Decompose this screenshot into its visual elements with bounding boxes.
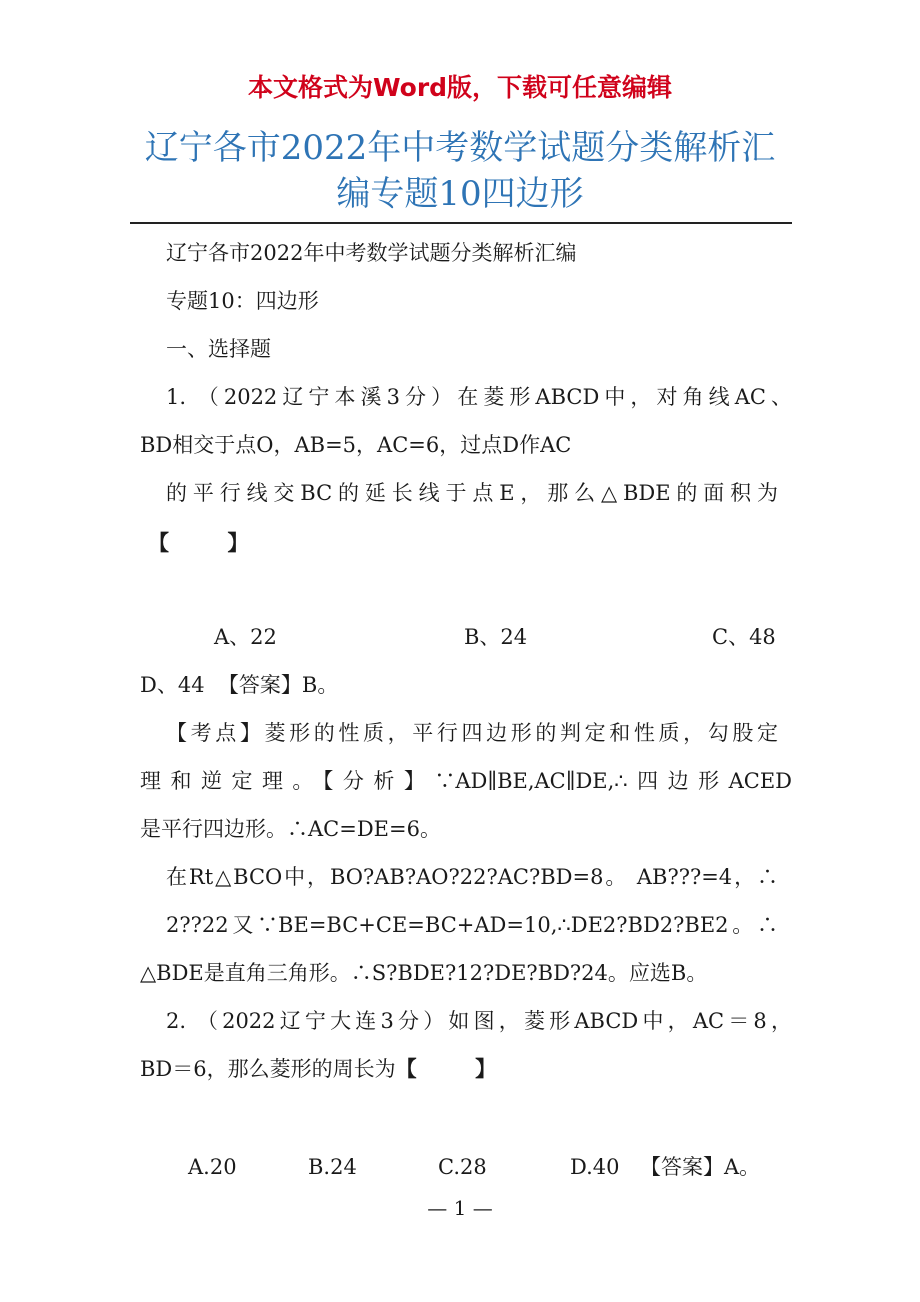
document-title-line-2: 编专题10四边形 <box>336 174 584 214</box>
q1-option-a: A、22 <box>214 625 277 649</box>
q1-option-b: B、24 <box>464 625 528 649</box>
q1-analysis-line-4: 2??22又∵BE=BC+CE=BC+AD=10,∴DE2?BD2?BE2。∴ <box>166 913 778 937</box>
q1-option-d: D、44 <box>140 673 205 697</box>
q2-line-1: 2. （2022辽宁大连3分）如图，菱形ABCD中，AC＝8， <box>166 1009 792 1033</box>
q2-answer: 【答案】A。 <box>640 1155 761 1179</box>
q2-option-a: A.20 <box>188 1155 237 1179</box>
q1-analysis-line-2: 是平行四边形。∴AC=DE=6。 <box>140 817 441 841</box>
q1-option-d-line <box>140 670 338 700</box>
q2-option-c: C.28 <box>438 1155 487 1179</box>
intro-subtitle: 专题10：四边形 <box>166 289 319 313</box>
q1-kaodian: 【考点】菱形的性质，平行四边形的判定和性质，勾股定 <box>166 721 778 745</box>
q1-analysis-line-3: 在Rt△BCO中，BO?AB?AO?22?AC?BD=8。 AB???=4，∴ <box>166 865 778 889</box>
q1-answer-bracket: 【 】 <box>148 531 249 555</box>
intro-line: 辽宁各市2022年中考数学试题分类解析汇编 <box>166 241 577 265</box>
page-number: — 1 — <box>427 1196 493 1220</box>
q1-option-c: C、48 <box>712 625 776 649</box>
q1-analysis-line-5: △BDE是直角三角形。∴S?BDE?12?DE?BD?24。应选B。 <box>140 961 708 985</box>
q1-analysis-line-1: 理和逆定理。【分析】∵AD∥BE,AC∥DE,∴四边形ACED <box>140 769 792 793</box>
q1-line-3: 的平行线交BC的延长线于点E，那么△BDE的面积为 <box>166 481 778 505</box>
q1-line-2: BD相交于点O，AB=5，AC=6，过点D作AC <box>140 433 572 457</box>
q1-answer: 【答案】B。 <box>217 673 339 697</box>
q2-option-b: B.24 <box>308 1155 357 1179</box>
document-title-line-1: 辽宁各市2022年中考数学试题分类解析汇 <box>144 128 776 168</box>
q1-line-1: 1. （2022辽宁本溪3分）在菱形ABCD中，对角线AC、 <box>166 385 792 409</box>
title-divider <box>130 222 792 224</box>
q2-line-2: BD＝6，那么菱形的周长为【 】 <box>140 1057 497 1081</box>
format-notice: 本文格式为Word版，下载可任意编辑 <box>247 73 673 102</box>
section-heading: 一、选择题 <box>166 337 271 361</box>
q2-option-d: D.40 <box>570 1155 620 1179</box>
q2-answer-bracket: 【 】 <box>395 1057 497 1081</box>
